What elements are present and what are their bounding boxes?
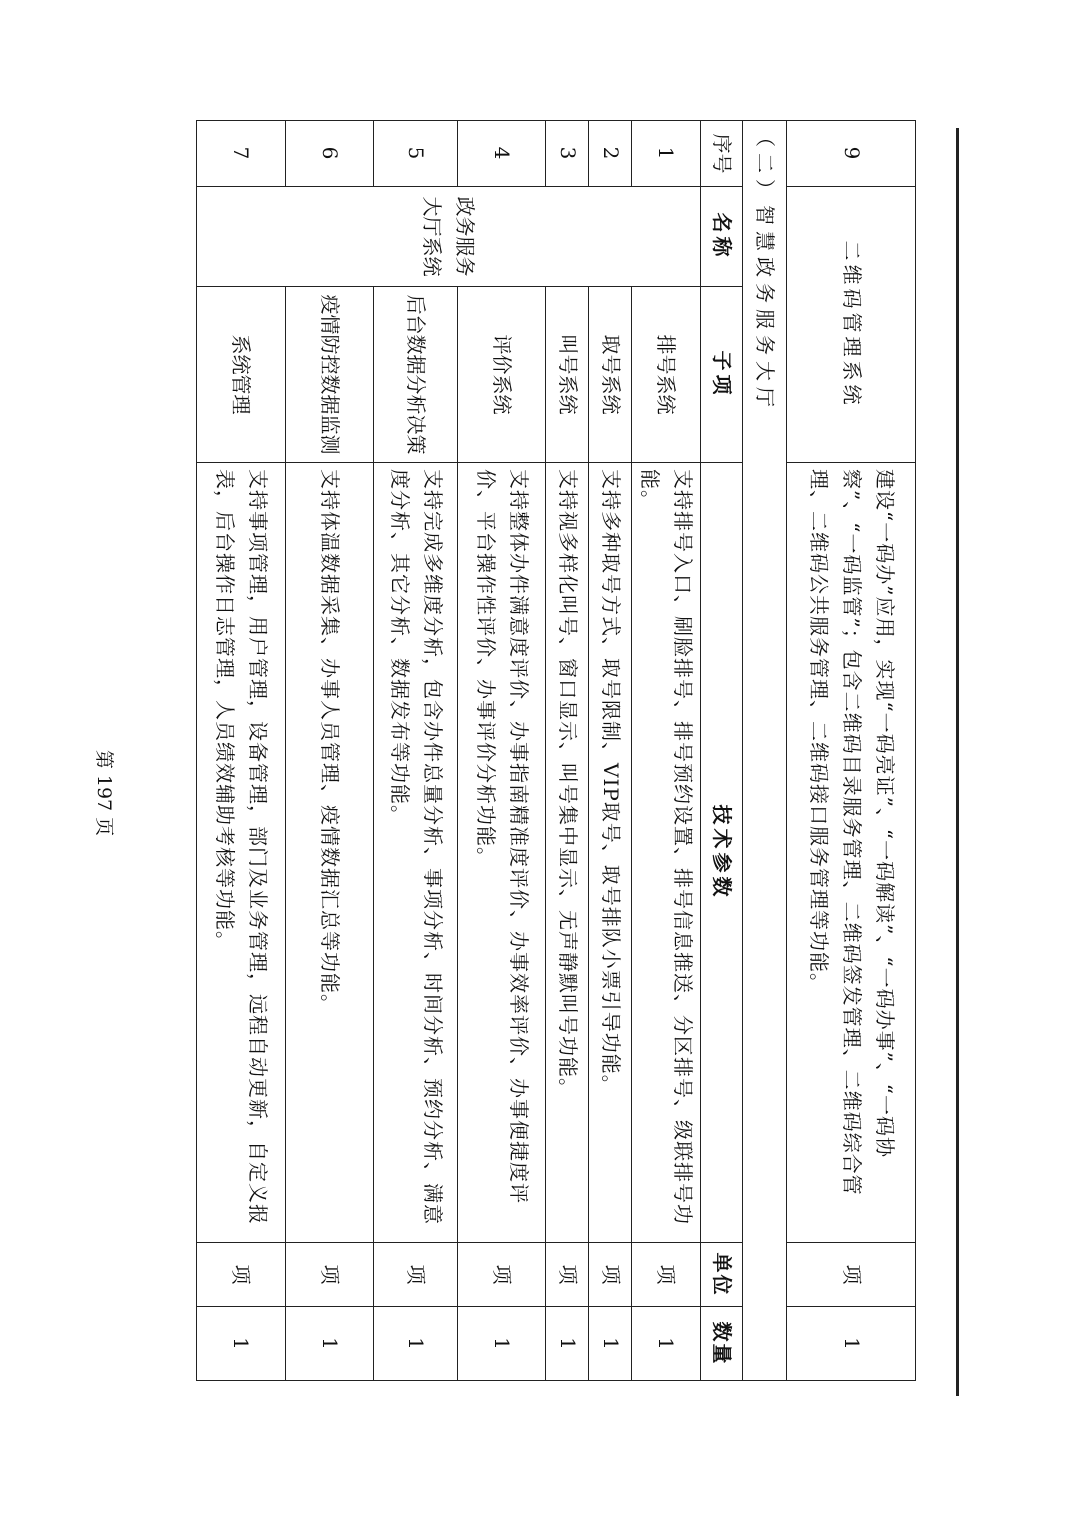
row-params: 支持整体办件满意度评价、办事指南精准度评价、办事效率评价、办事便捷度评价、平台操作性评价、办事评价分析功能。 (458, 463, 546, 1243)
row-seq: 4 (458, 121, 546, 187)
row-params: 支持多种取号方式、取号限制、VIP取号、取号排队小票引导功能。 (589, 463, 632, 1243)
row-qty: 1 (285, 1307, 373, 1381)
row-subitem: 后台数据分析决策 (373, 287, 458, 463)
row-qty: 1 (632, 1307, 700, 1381)
rotated-page-content (196, 120, 916, 1380)
row9-unit: 项 (787, 1243, 916, 1307)
row-seq: 2 (589, 121, 632, 187)
table-row (589, 121, 632, 1381)
row-params: 支持排号入口、刷脸排号、排号预约设置、排号信息推送、分区排号、级联排号功能。 (632, 463, 700, 1243)
page-number: 第 197 页 (93, 749, 115, 837)
right-edge-rule (956, 128, 959, 1396)
row-subitem: 排号系统 (632, 287, 700, 463)
table-row (632, 121, 700, 1381)
row-subitem: 取号系统 (589, 287, 632, 463)
row-unit: 项 (632, 1243, 700, 1307)
row-params: 支持视多样化叫号、窗口显示、叫号集中显示、无声静默叫号功能。 (546, 463, 589, 1243)
row9-subitem: 二维码管理系统 (787, 187, 916, 463)
row-unit: 项 (197, 1243, 286, 1307)
header-seq: 序号 (700, 121, 743, 187)
row-unit: 项 (373, 1243, 458, 1307)
header-qty: 数量 (700, 1307, 743, 1381)
row-params: 支持体温数据采集、办事人员管理、疫情数据汇总等功能。 (285, 463, 373, 1243)
row-subitem: 疫情防控数据监测 (285, 287, 373, 463)
row-seq: 5 (373, 121, 458, 187)
header-unit: 单位 (700, 1243, 743, 1307)
row-unit: 项 (546, 1243, 589, 1307)
row9-params: 建设“一码办”应用，实现“一码亮证”、“一码解读”、“一码办事”、“一码协察”、“一码监管”；包含二维码目录服务管理、二维码签发管理、二维码综合管理、二维码公共服务管理、二维码接口服务管理等功能。 (787, 463, 916, 1243)
row-qty: 1 (197, 1307, 286, 1381)
table-row (373, 121, 458, 1381)
row-qty: 1 (373, 1307, 458, 1381)
row-subitem: 叫号系统 (546, 287, 589, 463)
table-header-row (700, 121, 743, 1381)
row-unit: 项 (458, 1243, 546, 1307)
table-row (546, 121, 589, 1381)
header-params: 技术参数 (700, 463, 743, 1243)
row-subitem: 评价系统 (458, 287, 546, 463)
row-unit: 项 (589, 1243, 632, 1307)
table-row (458, 121, 546, 1381)
page-number-container (54, 749, 154, 837)
row-seq: 6 (285, 121, 373, 187)
group-name-text: 政务服务大厅系统 (420, 196, 478, 277)
header-subitem: 子项 (700, 287, 743, 463)
table-row (285, 121, 373, 1381)
section-title-row (743, 121, 787, 1381)
row-params: 支持事项管理，用户管理，设备管理，部门及业务管理，远程自动更新，自定义报表，后台操作日志管理，人员绩效辅助考核等功能。 (197, 463, 286, 1243)
row-seq: 3 (546, 121, 589, 187)
row-qty: 1 (546, 1307, 589, 1381)
group-name (197, 187, 701, 287)
spec-table (196, 120, 916, 1381)
row-seq: 1 (632, 121, 700, 187)
header-name: 名称 (700, 187, 743, 287)
row9-qty: 1 (787, 1307, 916, 1381)
table-row (197, 121, 286, 1381)
row-subitem: 系统管理 (197, 287, 286, 463)
row-unit: 项 (285, 1243, 373, 1307)
section-title: （二）智慧政务服务大厅 (743, 121, 787, 1381)
row-qty: 1 (458, 1307, 546, 1381)
row-seq: 7 (197, 121, 286, 187)
row-qty: 1 (589, 1307, 632, 1381)
row-params: 支持完成多维度分析，包含办件总量分析、事项分析、时间分析、预约分析、满意度分析、其它分析、数据发布等功能。 (373, 463, 458, 1243)
table-row-9 (787, 121, 916, 1381)
row9-seq: 9 (787, 121, 916, 187)
